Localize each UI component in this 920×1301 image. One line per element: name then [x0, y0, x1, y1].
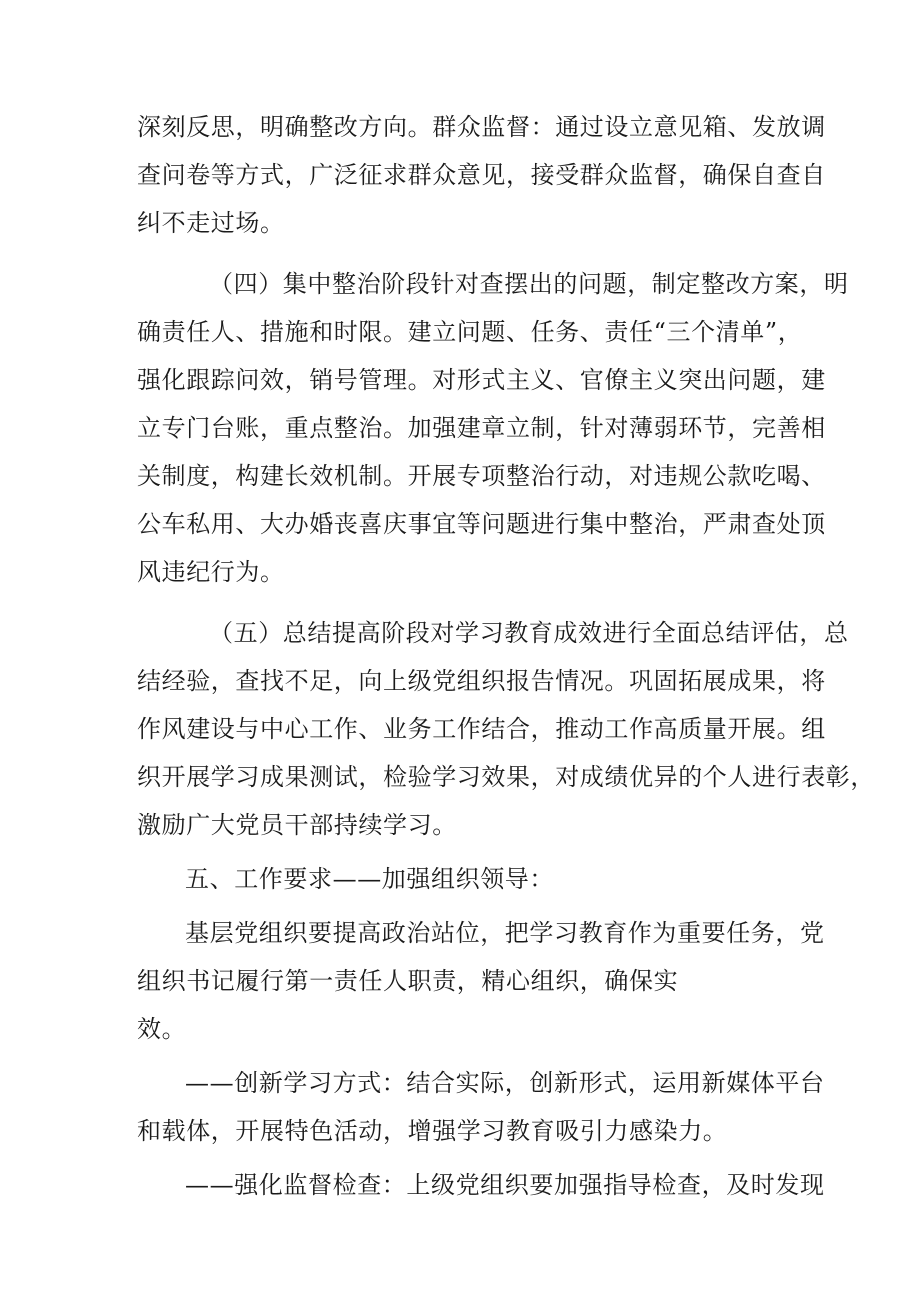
text-line: 风违纪行为。	[137, 558, 285, 586]
text-line: 查问卷等方式，广泛征求群众意见，接受群众监督，确保自查自	[137, 161, 826, 189]
document-body	[137, 103, 875, 1209]
text-line: 织开展学习成果测试，检验学习效果，对成绩优异的个人进行表彰，	[137, 763, 875, 791]
text-line: 激励广大党员干部持续学习。	[137, 811, 457, 839]
text-line: 作风建设与中心工作、业务工作结合，推动工作高质量开展。组	[137, 715, 826, 743]
text-line: 深刻反思，明确整改方向。群众监督：通过设立意见箱、发放调	[137, 113, 826, 141]
text-line: 公车私用、大办婚丧喜庆事宜等问题进行集中整治，严肃查处顶	[137, 510, 826, 538]
text-line: 关制度，构建长效机制。开展专项整治行动，对违规公款吃喝、	[137, 462, 826, 490]
innovate-learning-heading-line: ——创新学习方式：结合实际，创新形式，运用新媒体平台	[185, 1069, 825, 1097]
text-line: 组织书记履行第一责任人职责，精心组织，确保实	[137, 967, 679, 995]
text-line: 确责任人、措施和时限。建立问题、任务、责任“三个清单”，	[137, 318, 803, 346]
text-line: 立专门台账，重点整治。加强建章立制，针对薄弱环节，完善相	[137, 414, 826, 442]
text-line: 纠不走过场。	[137, 209, 285, 237]
section-four-heading-line: （四）集中整治阶段针对查摆出的问题，制定整改方案，明	[209, 270, 849, 298]
work-requirements-heading: 五、工作要求——加强组织领导：	[185, 865, 554, 893]
text-line: 效。	[137, 1015, 187, 1043]
section-five-heading-line: （五）总结提高阶段对学习教育成效进行全面总结评估，总	[209, 619, 849, 647]
text-line: 强化跟踪问效，销号管理。对形式主义、官僚主义突出问题，建	[137, 366, 826, 394]
supervision-heading-line: ——强化监督检查：上级党组织要加强指导检查，及时发现	[185, 1171, 825, 1199]
text-line: 和载体，开展特色活动，增强学习教育吸引力感染力。	[137, 1117, 728, 1145]
text-line: 结经验，查找不足，向上级党组织报告情况。巩固拓展成果，将	[137, 667, 826, 695]
text-line: 基层党组织要提高政治站位，把学习教育作为重要任务，党	[185, 919, 825, 947]
